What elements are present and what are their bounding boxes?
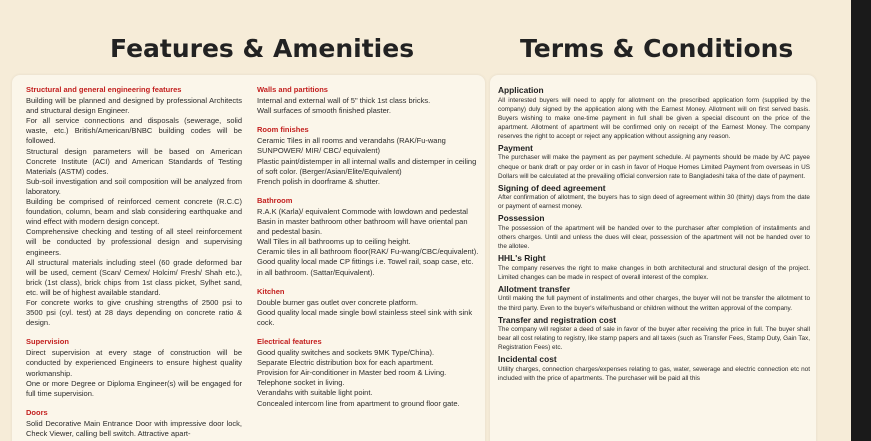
- terms-section-incidental-cost: [498, 354, 810, 383]
- terms-section-text: Utility charges, connection charges/expenses relating to gas, water, sewerage and electric connection etc not included with the price of apartments. The purchaser will be paid all this: [498, 365, 810, 382]
- terms-section-title: Signing of deed agreement: [498, 182, 606, 193]
- feature-section-title: Kitchen: [257, 286, 285, 296]
- feature-paragraph: Comprehensive checking and testing of all steel reinforcement will be conducted by professional design and supervising engineers.: [26, 227, 242, 257]
- feature-section-title: Electrical features: [257, 336, 322, 346]
- feature-section-electrical-features: [257, 337, 479, 409]
- features-heading: Features & Amenities: [110, 34, 415, 63]
- terms-section-text: The purchaser will make the payment as per payment schedule. Al payments should be made by A/C payee cheque or bank draft or pay order or in cash in favor of Hoque Homes Limited Payment from overseas in US Dollars will be calculated at the prevailing official conversion rate to Bangladeshi taka of the date of payment.: [498, 154, 810, 180]
- terms-section-payment: [498, 143, 810, 181]
- feature-section-title: Bathroom: [257, 195, 293, 205]
- terms-section-text: All interested buyers will need to apply for allotment on the prescribed application form (supplied by the company) duly signed by the application along with the Earnest Money. Allotment will on first served basis. Buyers wishing to make one-time payment in full shall be given a special discount on the price of the apartment. Allotment of apartment will be confirmed only on receipt of the Earnest Money. The company reserves the right to accept or reject any application without assigning any reason.: [498, 96, 810, 140]
- terms-section-signing-of-deed-agreement: [498, 183, 810, 212]
- feature-paragraph: Solid Decorative Main Entrance Door with impressive door lock, Check Viewer, calling bell switch. Attractive apart-: [26, 418, 242, 438]
- feature-paragraph: For concrete works to give crushing strengths of 2500 psi to 3500 psi (cyl. test) at 28 days depending on concrete ratio & design.: [26, 297, 242, 328]
- feature-paragraph: Verandahs with suitable light point.: [257, 388, 373, 398]
- feature-paragraph: Structural design parameters will be based on American Concrete Institute (ACI) and American Standards of Testing Materials (ASTM) codes.: [26, 146, 242, 176]
- terms-section-title: Payment: [498, 142, 533, 153]
- feature-section-title: Walls and partitions: [257, 85, 328, 94]
- feature-section-kitchen: [257, 287, 479, 328]
- features-column-2: [257, 85, 479, 418]
- feature-paragraph: Separate Electric distribution box for each apartment.: [257, 358, 434, 368]
- feature-paragraph: Building will be planned and designed by professional Architects and structural design Engineer.: [26, 96, 242, 116]
- terms-section-application: [498, 85, 810, 141]
- terms-section-title: Application: [498, 85, 544, 95]
- feature-paragraph: Plastic paint/distemper in all internal walls and distemper in ceiling of soft color. (Berger/Asian/Elite/Equivalent): [257, 156, 477, 176]
- feature-section-title: Doors: [26, 407, 48, 417]
- feature-paragraph: For all service connections and disposals (sewerage, solid waste, etc.) British/American/BNBC building codes will be followed.: [26, 116, 242, 146]
- feature-paragraph: Sub-soil investigation and soil composition will be analyzed from laboratory.: [26, 176, 242, 196]
- feature-paragraph: One or more Degree or Diploma Engineer(s) will be engaged for full time supervision.: [26, 378, 242, 398]
- feature-paragraph: Double burner gas outlet over concrete platform.: [257, 297, 418, 307]
- feature-paragraph: Direct supervision at every stage of construction will be conducted by experienced Engineers to ensure highest quality workmanship.: [26, 348, 242, 378]
- feature-section-doors: [26, 408, 242, 439]
- features-column-1: [26, 85, 242, 441]
- feature-paragraph: Wall Tiles in all bathrooms up to ceiling height.: [257, 237, 411, 247]
- feature-section-title: Room finishes: [257, 125, 309, 135]
- feature-section-title: Structural and general engineering features: [26, 85, 182, 94]
- feature-section-title: Supervision: [26, 337, 69, 347]
- terms-section-possession: [498, 213, 810, 251]
- features-panel: [12, 75, 485, 441]
- terms-section-text: The possession of the apartment will be handed over to the purchaser after completion of installments and others charges. Until and unless the dues will clear, possession of the apartment will not be handed over to the allotee.: [498, 224, 810, 251]
- feature-paragraph: Ceramic Tiles in all rooms and verandahs (RAK/Fu-wang SUNPOWER/ MIR/ CBC/ equivalent): [257, 136, 446, 156]
- feature-section-walls-and-partitions: [257, 85, 479, 116]
- feature-paragraph: Ceramic tiles in all bathroom floor(RAK/ Fu-wang/CBC/equivalent).: [257, 247, 479, 257]
- terms-heading: Terms & Conditions: [520, 34, 794, 63]
- terms-column: [498, 84, 810, 385]
- feature-paragraph: R.A.K (Karla)/ equivalent Commode with lowdown and pedestal Basin in master bathroom other bathroom will have oriental pan and pedestal basin.: [257, 206, 468, 237]
- feature-paragraph: Good quality local made CP fittings i.e. Towel rail, soap case, etc. in all bathroom. (Sattar/Equivalent).: [257, 257, 474, 277]
- terms-section-hhl-s-right: [498, 253, 810, 282]
- dark-edge-strip: [851, 0, 871, 441]
- feature-paragraph: French polish in doorframe & shutter.: [257, 176, 380, 186]
- feature-paragraph: Telephone socket in living.: [257, 378, 345, 388]
- feature-section-structural-and-general-engineering-features: [26, 85, 242, 328]
- feature-section-bathroom: [257, 196, 479, 278]
- terms-section-title: Incidental cost: [498, 354, 557, 365]
- terms-section-title: HHL's Right: [498, 253, 546, 264]
- feature-paragraph: Wall surfaces of smooth finished plaster.: [257, 106, 391, 116]
- terms-section-text: Until making the full payment of installments and other charges, the buyer will not be transfer the allotment to the third party. Even to the buyer's wife/husband or children without the written approval of the company.: [498, 295, 810, 312]
- terms-section-text: After confirmation of allotment, the buyers has to sign deed of agreement within 30 (thirty) days from the date or payment of earnest money.: [498, 194, 810, 211]
- feature-paragraph: All structural materials including steel (60 grade deformed bar will be used, cement (Scan/ Cemex/ Holcim/ Fresh/ Shah etc.), brick (1st class), brick chips from 1st class picket, Sylhet sand, etc. will be of highest available standard.: [26, 257, 242, 297]
- terms-section-transfer-and-registration-cost: [498, 315, 810, 353]
- terms-section-title: Possession: [498, 213, 545, 224]
- terms-panel: [490, 75, 816, 441]
- terms-section-title: Transfer and registration cost: [498, 314, 617, 325]
- terms-section-text: The company reserves the right to make changes in both architectural and structural design of the project. Limited changes can be made in respect of overall interest of the complex.: [498, 264, 810, 281]
- feature-paragraph: Good quality local made single bowl stainless steel sink with sink cock.: [257, 307, 473, 327]
- terms-section-allotment-transfer: [498, 284, 810, 313]
- feature-section-room-finishes: [257, 125, 479, 187]
- feature-paragraph: Provision for Air-conditioner in Master bed room & Living.: [257, 368, 447, 378]
- feature-paragraph: Concealed intercom line from apartment to ground floor gate.: [257, 398, 460, 408]
- terms-section-title: Allotment transfer: [498, 283, 571, 294]
- feature-paragraph: Internal and external wall of 5" thick 1st class bricks.: [257, 96, 431, 106]
- terms-section-text: The company will register a deed of sale in favor of the buyer after receiving the price in full. The buyer shall bear all cost relating to registry, like stamp papers and all taxes (such as Transfer Fees, Stamp Duty, Gain Tax, Registration Fees) etc.: [498, 326, 810, 352]
- feature-section-supervision: [26, 337, 242, 399]
- feature-paragraph: Building be comprised of reinforced cement concrete (R.C.C) foundation, column, beam and slab considering earthquake and wind effect with modern design concept.: [26, 197, 242, 227]
- feature-paragraph: Good quality switches and sockets 9MK Type/China).: [257, 348, 435, 358]
